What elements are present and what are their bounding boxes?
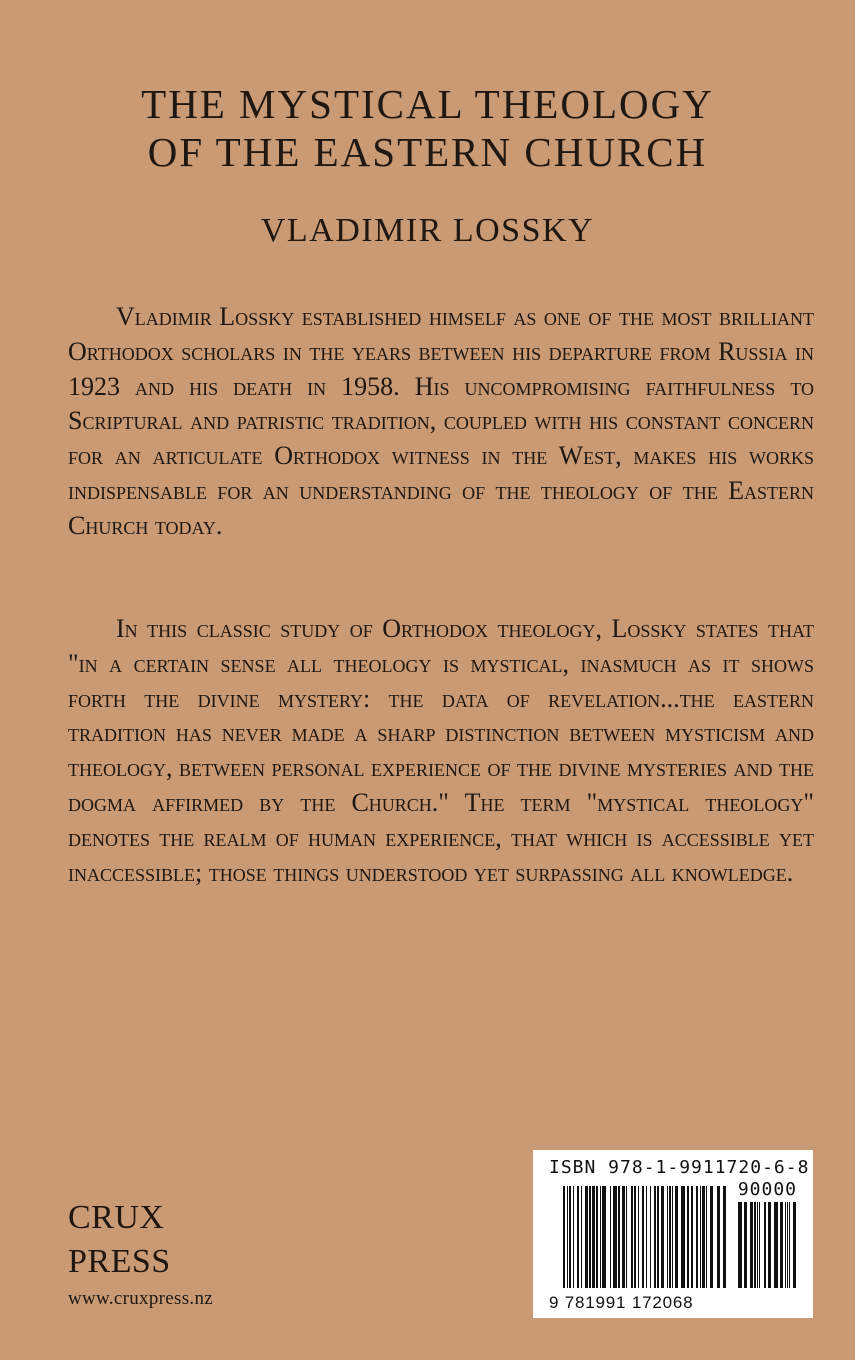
barcode-bar: [785, 1202, 786, 1288]
barcode-bar: [613, 1186, 617, 1288]
barcode-bar: [754, 1202, 756, 1288]
barcode-bar: [589, 1186, 591, 1288]
barcode-bar: [717, 1186, 720, 1288]
addon-bars: [738, 1202, 796, 1288]
barcode-bar: [780, 1202, 783, 1288]
barcode-bar: [764, 1202, 766, 1288]
barcode-bar: [702, 1186, 705, 1288]
barcode-bar: [600, 1186, 601, 1288]
barcode-bar: [768, 1202, 771, 1288]
barcode-bar: [618, 1186, 620, 1288]
barcode-bar: [581, 1186, 582, 1288]
barcode-bar: [610, 1186, 611, 1288]
barcode-bar: [661, 1186, 664, 1288]
barcode-bar: [669, 1186, 671, 1288]
barcode-bar: [654, 1186, 656, 1288]
barcode-bar: [700, 1186, 701, 1288]
barcode-bar: [691, 1186, 693, 1288]
barcode-bar: [759, 1202, 760, 1288]
price-code: 90000: [737, 1179, 797, 1200]
barcode-bar: [642, 1186, 644, 1288]
barcode-bar: [789, 1202, 790, 1288]
barcode-bar: [569, 1186, 571, 1288]
author-name: VLADIMIR LOSSKY: [260, 212, 595, 249]
publisher-website: www.cruxpress.nz: [68, 1288, 213, 1309]
barcode-bar: [687, 1186, 689, 1288]
isbn-barcode-box: [533, 1150, 813, 1318]
barcode-bar: [723, 1186, 726, 1288]
barcode-bar: [634, 1186, 636, 1288]
barcode-bar: [622, 1186, 625, 1288]
barcode-bar: [626, 1186, 627, 1288]
publisher-name-line-1: CRUX: [68, 1199, 165, 1236]
barcode-digits: 9 781991 172068: [549, 1293, 694, 1312]
barcode-bar: [577, 1186, 579, 1288]
isbn-label: ISBN 978-1-9911720-6-8: [549, 1157, 810, 1178]
barcode-bar: [585, 1186, 588, 1288]
book-title-line-2: OF THE EASTERN CHURCH: [147, 129, 708, 175]
book-title-line-1: THE MYSTICAL THEOLOGY: [141, 81, 714, 127]
barcode-bar: [592, 1186, 595, 1288]
barcode-bar: [696, 1186, 698, 1288]
barcode-bar: [750, 1202, 753, 1288]
barcode-bar: [657, 1186, 659, 1288]
barcode-bar: [602, 1186, 606, 1288]
barcode-bar: [787, 1202, 788, 1288]
barcode-bar: [672, 1186, 673, 1288]
barcode-bar: [638, 1186, 639, 1288]
blurb-paragraph-1: Vladimir Lossky established himself as one of the most brilliant Orthodox scholars in the years between his departure from Russia in 1923 and his death in 1958. His uncompromising faithfulness to Scriptural and patristic tradition, coupled with his constant concern for an articulate Orthodox witness in the West, makes his works indispensable for an understanding of the theology of the Eastern Church today.: [68, 302, 815, 540]
barcode-bar: [596, 1186, 598, 1288]
blurb-paragraph-2: In this classic study of Orthodox theology, Lossky states that "in a certain sense all theology is mystical, inasmuch as it shows forth the divine mystery: the data of revelation...the eastern tradition has never made a sharp distinction between mysticism and theology, between personal experience of the divine mysteries and the dogma affirmed by the Church." The term "mystical theology" denotes the realm of human experience, that which is accessible yet inaccessible; those things understood yet surpassing all knowledge.: [68, 614, 814, 887]
barcode-bar: [631, 1186, 633, 1288]
barcode-bar: [675, 1186, 678, 1288]
barcode-bar: [573, 1186, 574, 1288]
barcode-bar: [774, 1202, 778, 1288]
barcode-bar: [793, 1202, 796, 1288]
barcode-bar: [738, 1202, 742, 1288]
barcode-bar: [567, 1186, 568, 1288]
barcode-bar: [757, 1202, 758, 1288]
ean-bars: [563, 1186, 726, 1288]
barcode-bar: [706, 1186, 707, 1288]
barcode-bar: [650, 1186, 651, 1288]
barcode-bar: [563, 1186, 565, 1288]
barcode-bar: [744, 1202, 747, 1288]
barcode-bar: [667, 1186, 668, 1288]
barcode-bar: [710, 1186, 713, 1288]
publisher-name-line-2: PRESS: [68, 1243, 171, 1280]
barcode-bar: [681, 1186, 685, 1288]
barcode-bar: [646, 1186, 647, 1288]
